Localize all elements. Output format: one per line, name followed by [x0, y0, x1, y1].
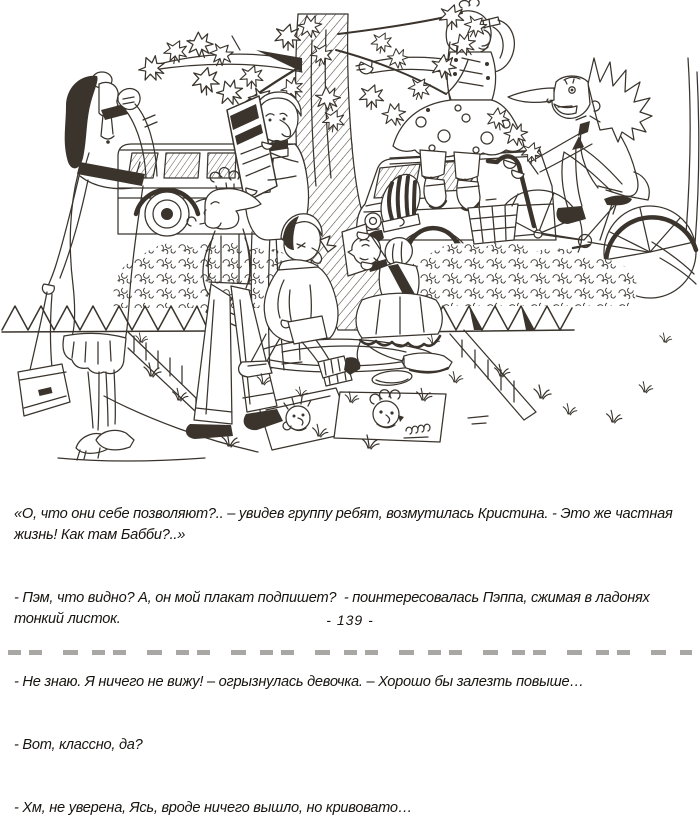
story-paragraph: - Пэм, что видно? А, он мой плакат подпишет? - поинтересовалась Пэппа, сжимая в ладонях тонкий листок.	[14, 590, 654, 627]
steps-right	[450, 330, 536, 424]
story-paragraph: «О, что они себе позволяют?.. – увидев группу ребят, возмутилась Кристина. - Это же частная жизнь! Как там Бабби?..»	[14, 506, 677, 543]
story-paragraph: - Хм, не уверена, Ясь, вроде ничего вышло, но кривовато…	[14, 800, 413, 816]
posters-on-ground	[258, 366, 446, 450]
story-paragraph: - Вот, классно, да?	[14, 737, 143, 753]
story-paragraph: - Не знаю. Я ничего не вижу! – огрызнулась девочка. – Хорошо бы залезть повыше…	[14, 674, 584, 690]
page-number: - 139 -	[326, 612, 374, 628]
next-line-cutoff-strip	[8, 650, 692, 655]
